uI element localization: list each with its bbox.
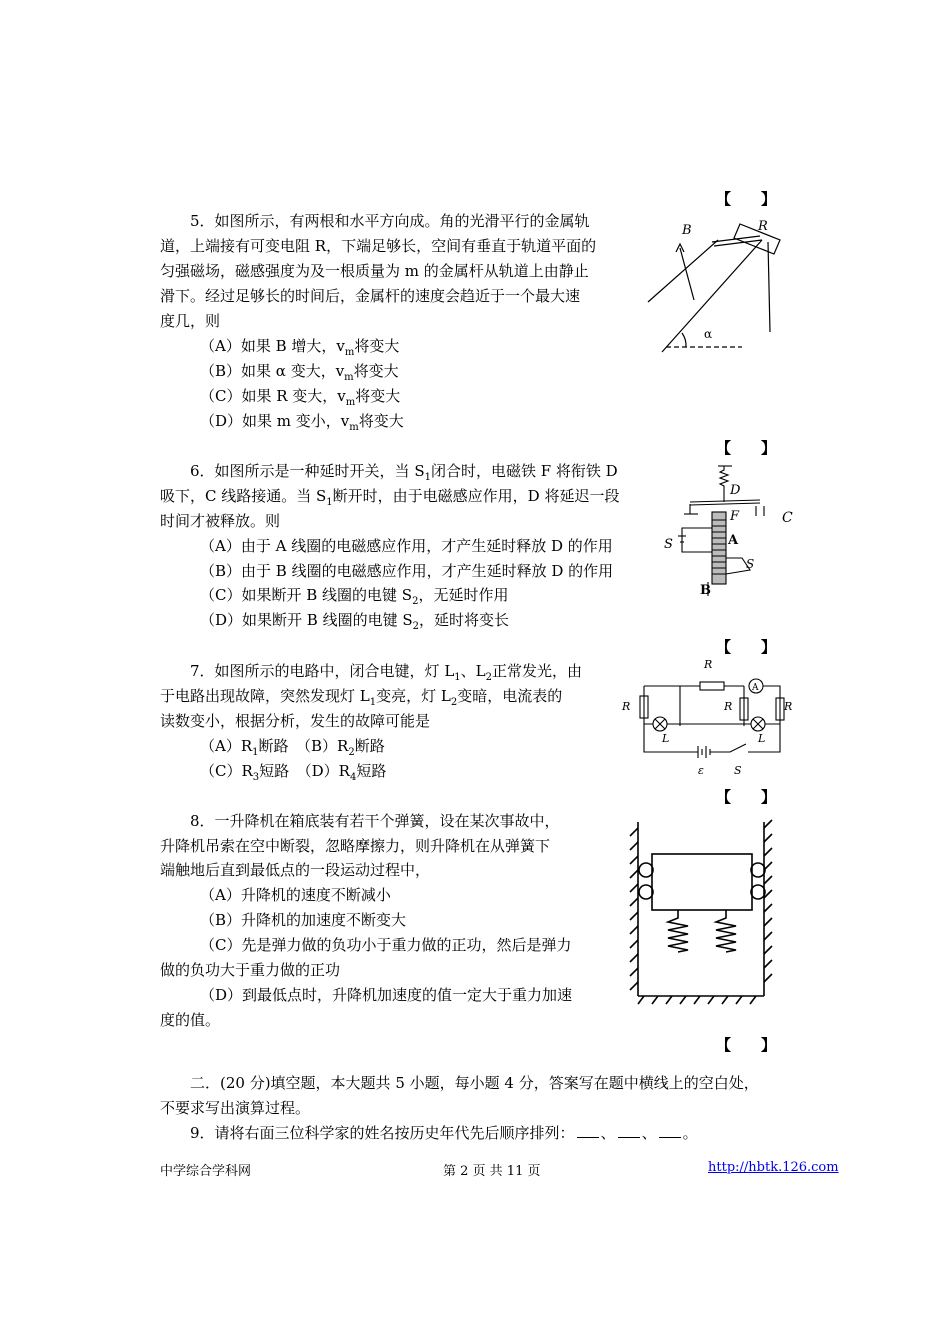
- q8-line: 升降机吊索在空中断裂，忽略摩擦力，则升降机在从弹簧下: [160, 837, 551, 855]
- q6-line: 时间才被释放。则: [160, 512, 281, 530]
- q5-fig-label-r: R: [758, 219, 768, 234]
- answer-bracket-q6: 【 】: [716, 638, 777, 656]
- q7-options-ab: $(A)R_1$断路 $(B)R_2$断路: [200, 737, 385, 758]
- q7-fig-label-r3: R: [724, 700, 733, 713]
- q7-line: 于电路出现故障，突然发现灯 $L_1$变亮，灯 $L_2$变暗，电流表的: [160, 687, 563, 708]
- q8-option-c-cont: 做的负功大于重力做的正功: [160, 961, 341, 979]
- footer-link[interactable]: [708, 1160, 839, 1175]
- q8-option-d: （D）到最低点时，升降机加速度的值一定大于重力加速: [200, 986, 573, 1004]
- q7-line: 读数变小，根据分析，发生的故障可能是: [160, 712, 431, 730]
- question-9: 9．请将右面三位科学家的姓名按历史年代先后顺序排列： 、 、 。: [190, 1124, 698, 1142]
- q7-fig-label-r2: R: [704, 658, 713, 671]
- q6-option-d: （D）如果断开 B 线圈的电键 $S_2$，延时将变长: [200, 611, 510, 632]
- q5-option-d: （D）如果 m 变小，$v_m$将变大: [200, 412, 404, 433]
- q7-circuit-figure: [618, 654, 800, 780]
- q5-line: 度几，则: [160, 312, 221, 330]
- q7-fig-label-r4: R: [784, 700, 793, 713]
- q7-fig-label-emf: ε: [698, 764, 704, 777]
- q6-option-c: （C）如果断开 B 线圈的电键 $S_2$，无延时作用: [200, 586, 509, 607]
- q7-fig-label-l2: L: [758, 732, 766, 745]
- q8-option-a: （A）升降机的速度不断减小: [200, 886, 391, 904]
- q7-fig-label-switch: S: [734, 764, 742, 777]
- q6-delay-switch-figure: [660, 462, 800, 600]
- q8-option-c: （C）先是弹力做的负功小于重力做的正功，然后是弹力: [200, 936, 572, 954]
- q6-fig-label-b: B: [700, 583, 711, 598]
- section-2-instructions: 二．(20 分)填空题，本大题共 5 小题，每小题 4 分，答案写在题中横线上的空白处，: [190, 1074, 759, 1092]
- q5-option-a: （A）如果 B 增大，$v_m$将变大: [200, 337, 400, 358]
- footer-page-number: 第 2 页 共 11 页: [443, 1164, 541, 1179]
- answer-bracket-q4: 【 】: [716, 190, 777, 208]
- q6-fig-label-a: A: [728, 533, 739, 548]
- q6-fig-label-f: F: [730, 509, 740, 524]
- q6-option-b: （B）由于 B 线圈的电磁感应作用，才产生延时释放 D 的作用: [200, 562, 614, 580]
- q6-fig-label-s1: S: [664, 537, 673, 552]
- q8-line: 端触地后直到最低点的一段运动过程中，: [160, 861, 431, 879]
- q5-fig-label-b: B: [682, 223, 692, 238]
- q5-line: 滑下。经过足够长的时间后，金属杆的速度会趋近于一个最大速: [160, 287, 581, 305]
- answer-bracket-q7: 【 】: [716, 788, 777, 806]
- q9-blank-3[interactable]: [659, 1123, 681, 1138]
- q9-blank-1[interactable]: [577, 1123, 599, 1138]
- answer-bracket-q5: 【 】: [716, 439, 777, 457]
- q6-fig-label-c: C: [782, 510, 793, 526]
- q6-option-a: （A）由于 A 线圈的电磁感应作用，才产生延时释放 D 的作用: [200, 537, 613, 555]
- section-2-instructions-cont: 不要求写出演算过程。: [160, 1099, 311, 1117]
- q7-line: 7．如图所示的电路中，闭合电键，灯 $L_1$、$L_2$正常发光，由: [190, 662, 583, 683]
- q6-line: 6．如图所示是一种延时开关，当 $S_1$闭合时，电磁铁 F 将衔铁 D: [190, 462, 618, 483]
- q5-line: 匀强磁场，磁感强度为及一根质量为 m 的金属杆从轨道上由静止: [160, 262, 589, 280]
- q5-option-b: （B）如果 α 变大，$v_m$将变大: [200, 362, 399, 383]
- q6-line: 吸下，C 线路接通。当 $S_1$断开时，由于电磁感应作用，D 将延迟一段: [160, 487, 620, 508]
- q7-options-cd: $(C)R_3$短路 $(D)R_4$短路: [200, 762, 387, 783]
- footer-url-link[interactable]: http://hbtk.126.com: [708, 1160, 839, 1175]
- footer-site-name: 中学综合学科网: [160, 1164, 252, 1179]
- q8-option-b: （B）升降机的加速度不断变大: [200, 911, 407, 929]
- q6-fig-label-d: D: [730, 483, 741, 498]
- q5-fig-label-alpha: α: [704, 327, 713, 341]
- q5-line: 道，上端接有可变电阻 R，下端足够长，空间有垂直于轨道平面的: [160, 237, 597, 255]
- q6-fig-label-s2: S: [746, 557, 755, 571]
- q5-line: 5．如图所示，有两根和水平方向成。角的光滑平行的金属轨: [190, 212, 590, 230]
- q9-blank-2[interactable]: [618, 1123, 640, 1138]
- q7-fig-label-r1: R: [622, 700, 631, 713]
- answer-bracket-q8: 【 】: [716, 1036, 777, 1054]
- q5-incline-rails-figure: [632, 212, 782, 357]
- q8-line: 8．一升降机在箱底装有若干个弹簧，设在某次事故中，: [190, 812, 560, 830]
- q8-option-d-cont: 度的值。: [160, 1011, 221, 1029]
- q7-fig-label-ammeter: A: [752, 683, 759, 693]
- q8-elevator-figure: [622, 818, 782, 1008]
- q5-option-c: （C）如果 R 变大，$v_m$将变大: [200, 387, 401, 408]
- q7-fig-label-l1: L: [662, 732, 670, 745]
